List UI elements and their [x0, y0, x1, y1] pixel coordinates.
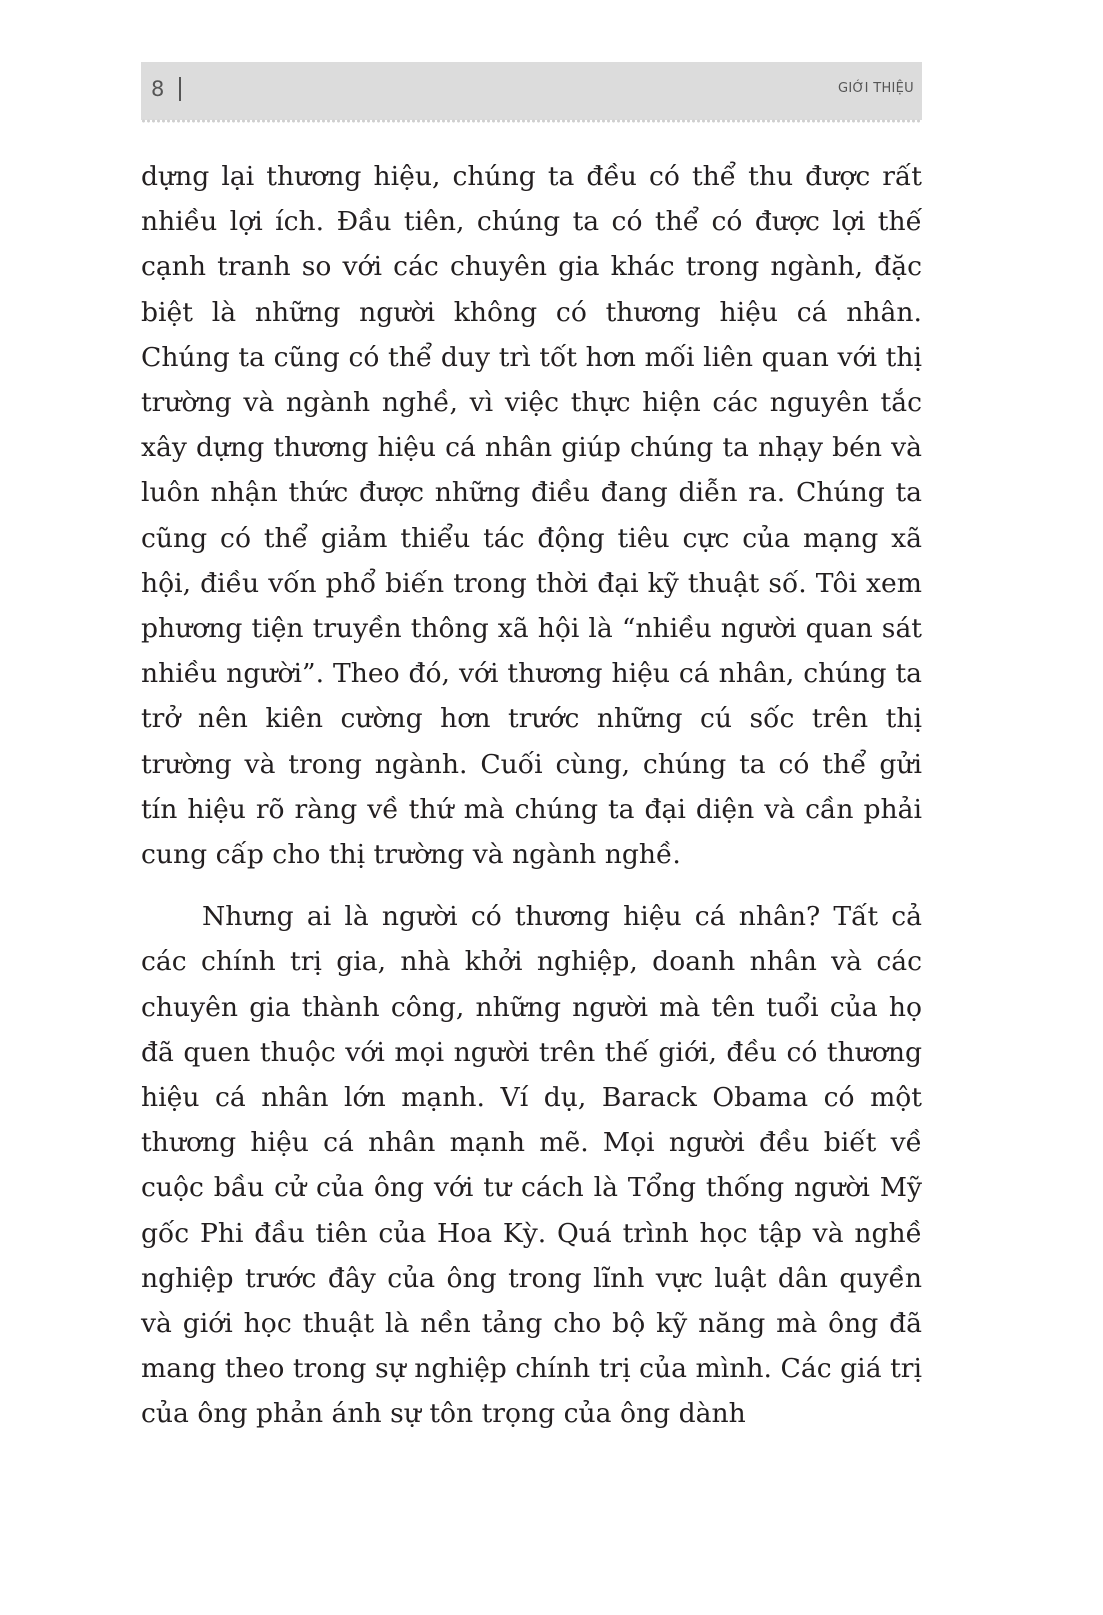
- paragraph-2: Nhưng ai là người có thương hiệu cá nhân? Tất cả các chính trị gia, nhà khởi nghiệp, doanh nhân và các chuyên gia thành công, những người mà tên tuổi của họ đã quen thuộc với mọi người trên thế giới, đều có thương hiệu cá nhân lớn mạnh. Ví dụ, Barack Obama có một thương hiệu cá nhân mạnh mẽ. Mọi người đều biết về cuộc bầu cử của ông với tư cách là Tổng thống người Mỹ gốc Phi đầu tiên của Hoa Kỳ. Quá trình học tập và nghề nghiệp trước đây của ông trong lĩnh vực luật dân quyền và giới học thuật là nền tảng cho bộ kỹ năng mà ông đã mang theo trong sự nghiệp chính trị của mình. Các giá trị của ông phản ánh sự tôn trọng của ông dành: [141, 901, 922, 1430]
- section-title: GIỚI THIỆU: [837, 81, 914, 96]
- body-text: [141, 154, 922, 1437]
- header-divider: [179, 77, 181, 101]
- page-number: 8: [151, 77, 165, 101]
- paragraph-1: dựng lại thương hiệu, chúng ta đều có thể thu được rất nhiều lợi ích. Đầu tiên, chúng ta có thể có được lợi thế cạnh tranh so với các chuyên gia khác trong ngành, đặc biệt là những người không có thương hiệu cá nhân. Chúng ta cũng có thể duy trì tốt hơn mối liên quan với thị trường và ngành nghề, vì việc thực hiện các nguyên tắc xây dựng thương hiệu cá nhân giúp chúng ta nhạy bén và luôn nhận thức được những điều đang diễn ra. Chúng ta cũng có thể giảm thiểu tác động tiêu cực của mạng xã hội, điều vốn phổ biến trong thời đại kỹ thuật số. Tôi xem phương tiện truyền thông xã hội là “nhiều người quan sát nhiều người”. Theo đó, với thương hiệu cá nhân, chúng ta trở nên kiên cường hơn trước những cú sốc trên thị trường và trong ngành. Cuối cùng, chúng ta có thể gửi tín hiệu rõ ràng về thứ mà chúng ta đại diện và cần phải cung cấp cho thị trường và ngành nghề.: [141, 161, 922, 871]
- running-header: [141, 62, 922, 120]
